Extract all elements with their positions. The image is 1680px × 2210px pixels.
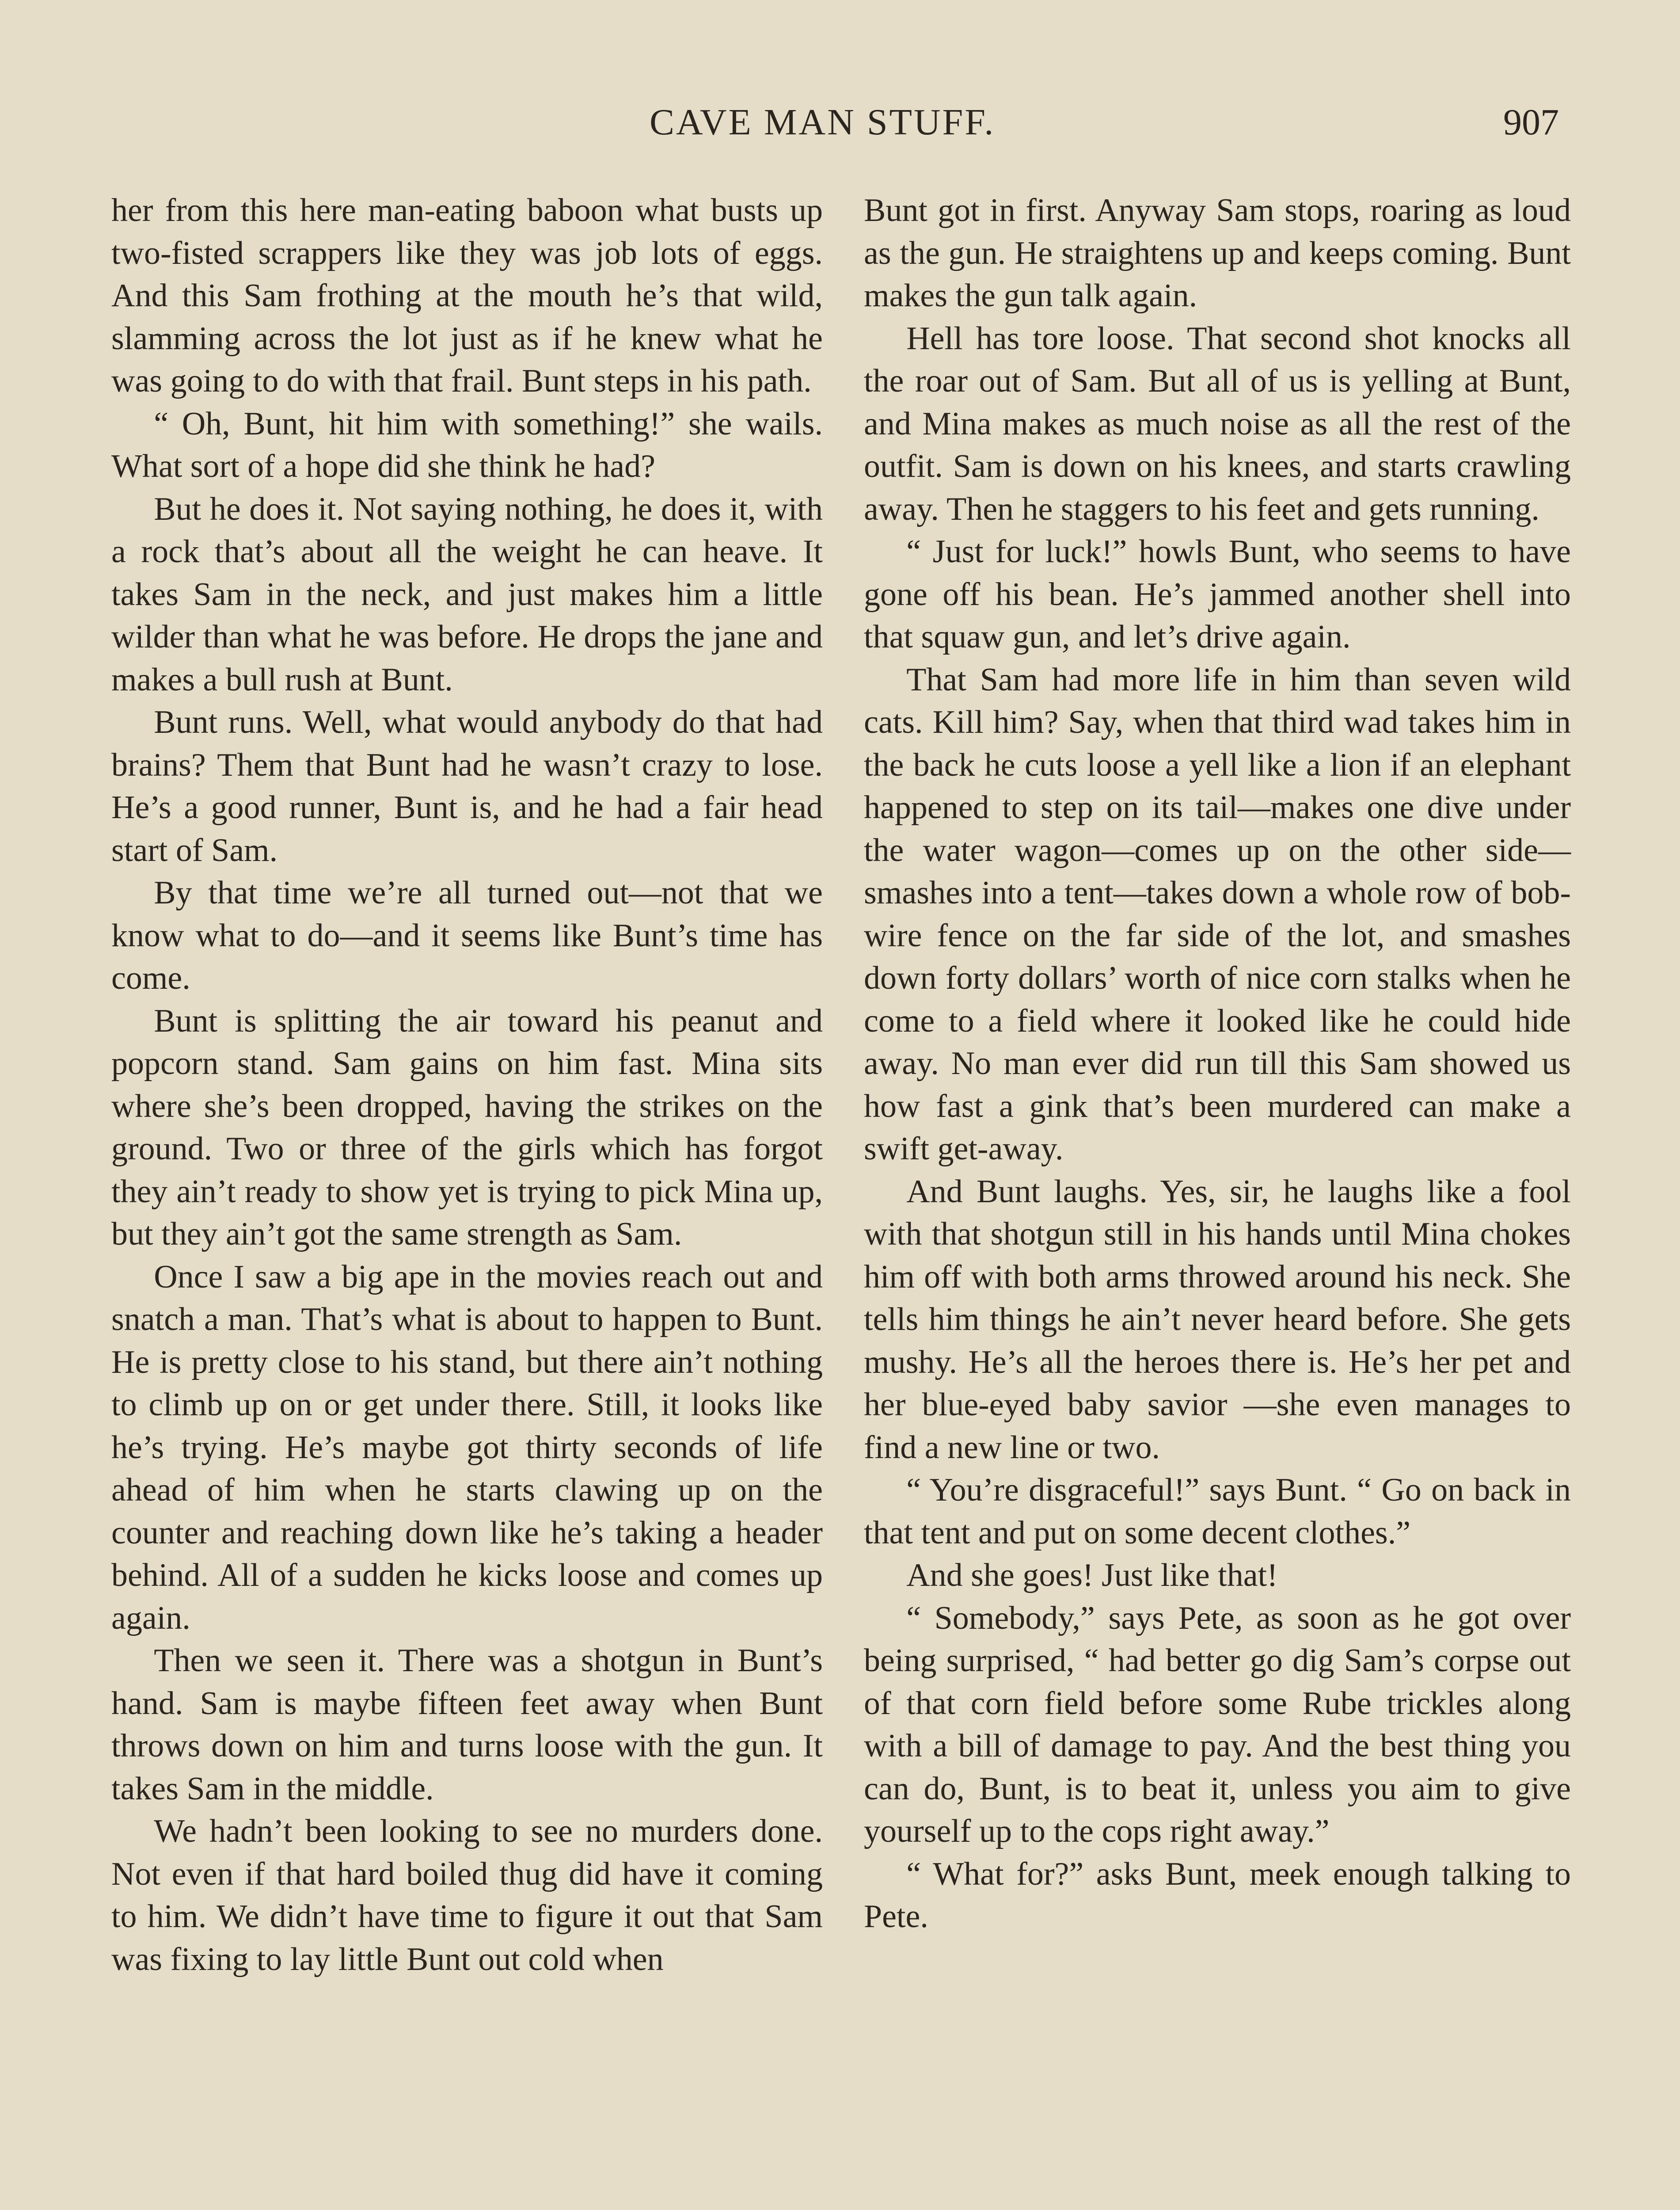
paragraph: Bunt runs. Well, what would anybody do that had brains? Them that Bunt had he wasn’t crazy to lose. He’s a good runner, Bunt is, and he had a fair head start of Sam. bbox=[111, 704, 823, 869]
paragraph: Once I saw a big ape in the movies reach out and snatch a man. That’s what is about to happen to Bunt. He is pretty close to his stand, but there ain’t nothing to climb up on or get under there. Still, it looks like he’s trying. He’s maybe got thirty seconds of life ahead of him when he starts clawing up on the counter and reaching down like he’s taking a header behind. All of a sudden he kicks loose and comes up again. bbox=[111, 1258, 823, 1636]
paragraph: By that time we’re all turned out—not that we know what to do—and it seems like Bunt’s time has come. bbox=[111, 875, 823, 996]
running-title: CAVE MAN STUFF. bbox=[650, 102, 996, 143]
paragraph: And she goes! Just like that! bbox=[906, 1557, 1278, 1593]
paragraph: “ Somebody,” says Pete, as soon as he got over being surprised, “ had better go dig Sam’s corpse out of that corn field before some Rube trickles along with a bill of damage to pay. And the best thing you can do, Bunt, is to beat it, unless you aim to give yourself up to the cops right away.” bbox=[864, 1600, 1571, 1849]
paragraph: “ You’re disgraceful!” says Bunt. “ Go on back in that tent and put on some decent clothes.” bbox=[864, 1472, 1571, 1551]
paragraph: Bunt got in first. Anyway Sam stops, roaring as loud as the gun. He straightens up and keeps coming. Bunt makes the gun talk again. bbox=[864, 192, 1571, 314]
paragraph: And Bunt laughs. Yes, sir, he laughs like a fool with that shotgun still in his hands until Mina chokes him off with both arms throwed around his neck. She tells him things he ain’t never heard before. She gets mushy. He’s all the heroes there is. He’s her pet and her blue-eyed baby savior —she even manages to find a new line or two. bbox=[864, 1173, 1571, 1466]
paragraph: Hell has tore loose. That second shot knocks all the roar out of Sam. But all of us is yelling at Bunt, and Mina makes as much noise as all the rest of the outfit. Sam is down on his knees, and starts crawling away. Then he staggers to his feet and gets running. bbox=[864, 320, 1571, 527]
paragraph: But he does it. Not saying nothing, he does it, with a rock that’s about all the weight he can heave. It takes Sam in the neck, and just makes him a little wilder than what he was before. He drops the jane and makes a bull rush at Bunt. bbox=[111, 491, 823, 698]
paragraph: Then we seen it. There was a shotgun in Bunt’s hand. Sam is maybe fifteen feet away when Bunt throws down on him and turns loose with the gun. It takes Sam in the middle. bbox=[111, 1642, 823, 1807]
left-column bbox=[111, 189, 823, 1981]
paragraph: “ What for?” asks Bunt, meek enough talking to Pete. bbox=[864, 1856, 1571, 1935]
paragraph: Bunt is splitting the air toward his peanut and popcorn stand. Sam gains on him fast. Mina sits where she’s been dropped, having the strikes on the ground. Two or three of the girls which has forgot they ain’t ready to show yet is trying to pick Mina up, but they ain’t got the same strength as Sam. bbox=[111, 1002, 823, 1252]
page-number: 907 bbox=[1503, 102, 1559, 143]
paragraph: We hadn’t been looking to see no murders done. Not even if that hard boiled thug did have it coming to him. We didn’t have time to figure it out that Sam was fixing to lay little Bunt out cold when bbox=[111, 1813, 823, 1978]
paragraph: That Sam had more life in him than seven wild cats. Kill him? Say, when that third wad takes him in the back he cuts loose a yell like a lion if an elephant happened to step on its tail—makes one dive under the water wagon—comes up on the other side—smashes into a tent—takes down a whole row of bob-wire fence on the far side of the lot, and smashes down forty dollars’ worth of nice corn stalks when he come to a field where it looked like he could hide away. No man ever did run till this Sam showed us how fast a gink that’s been murdered can make a swift get-away. bbox=[864, 661, 1571, 1167]
paragraph: her from this here man-eating baboon what busts up two-fisted scrappers like they was job lots of eggs. And this Sam frothing at the mouth he’s that wild, slamming across the lot just as if he knew what he was going to do with that frail. Bunt steps in his path. bbox=[111, 192, 823, 399]
right-column bbox=[864, 189, 1571, 1938]
paragraph: “ Oh, Bunt, hit him with something!” she wails. What sort of a hope did she think he had? bbox=[111, 405, 823, 484]
paragraph: “ Just for luck!” howls Bunt, who seems to have gone off his bean. He’s jammed another shell into that squaw gun, and let’s drive again. bbox=[864, 533, 1571, 655]
